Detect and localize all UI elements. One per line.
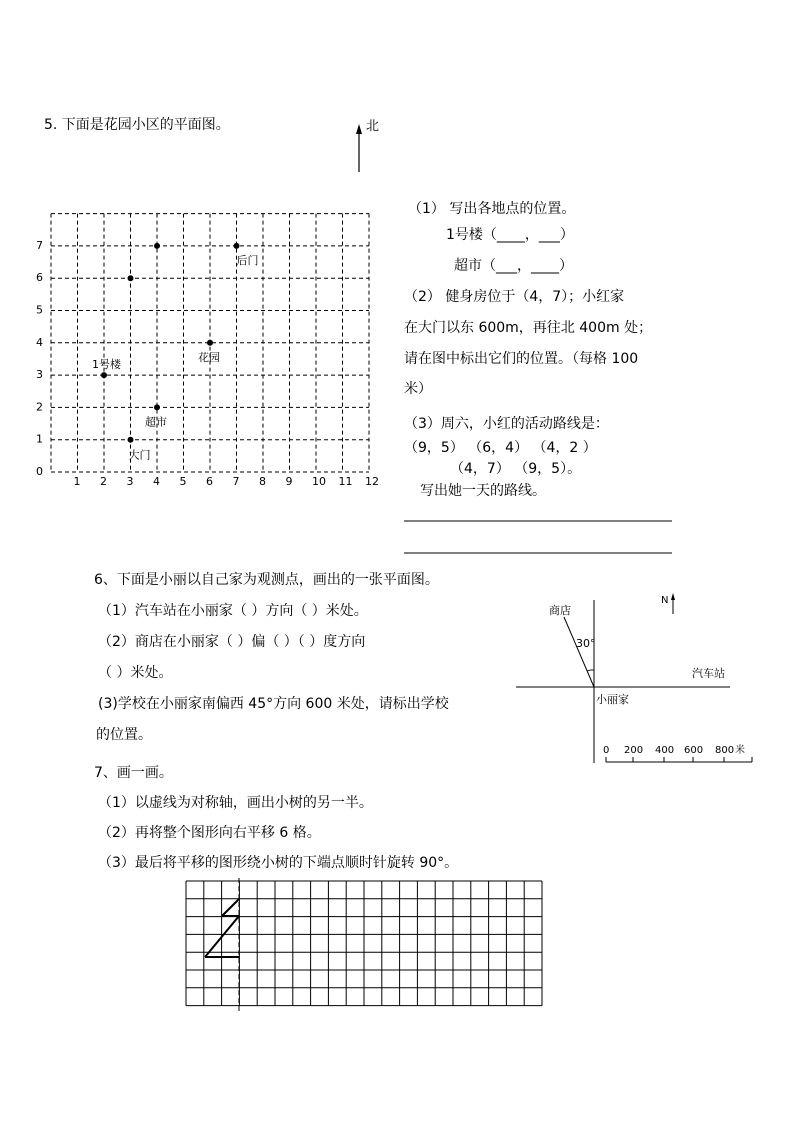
grid-point [128, 437, 134, 443]
y-tick-label: 7 [36, 238, 43, 252]
q7-s3: （3）最后将平移的图形绕小树的下端点顺时针旋转 90°。 [98, 855, 459, 871]
point-label: 大门 [128, 448, 151, 462]
angle-label: 30° [576, 637, 596, 650]
x-tick-label: 8 [259, 475, 266, 488]
y-tick-label: 3 [36, 368, 43, 382]
grid-point [154, 404, 160, 410]
q5-sub2-line1: （2） 健身房位于（4，7）；小红家 [404, 289, 625, 305]
y-tick-label: 6 [36, 271, 43, 285]
grid-point [234, 243, 240, 249]
y-tick-label: 4 [36, 335, 43, 349]
point-label: 花园 [198, 350, 220, 364]
shop-label: 商店 [549, 604, 571, 617]
q6-map [516, 593, 752, 763]
q7-s1: （1）以虚线为对称轴，画出小树的另一半。 [98, 795, 373, 811]
q7-title: 7、画一画。 [94, 765, 173, 781]
q5-sub3-line2: （9，5） （6，4） （4，2 ） [404, 440, 597, 456]
q6-s3b: 的位置。 [96, 727, 152, 743]
q6-s3a: (3)学校在小丽家南偏西 45°方向 600 米处，请标出学校 [98, 696, 449, 712]
north-arrow-icon [356, 124, 362, 172]
home-label: 小丽家 [596, 693, 629, 706]
scale-0: 0 [603, 745, 610, 756]
point-label: 超市 [145, 415, 167, 429]
q5-sub1: （1） 写出各地点的位置。 [408, 201, 576, 217]
north-label: 北 [366, 119, 380, 134]
q5-sub2-line4: 米） [404, 381, 432, 397]
map-north-label: N [661, 595, 669, 606]
grid-point [101, 372, 107, 378]
q7-s2: （2）再将整个图形向右平移 6 格。 [98, 825, 321, 841]
y-tick-label: 2 [36, 400, 43, 414]
q5-sub1-a: 1号楼（____，___） [446, 227, 574, 243]
x-tick-label: 7 [232, 475, 240, 488]
north-arrow-icon [671, 593, 675, 614]
y-tick-label: 5 [36, 303, 43, 317]
x-tick-label: 9 [285, 475, 293, 488]
q5-sub2-line2: 在大门以东 600m，再往北 400m 处； [404, 320, 653, 336]
y-tick-label: 0 [36, 465, 43, 478]
x-tick-label: 6 [206, 475, 213, 488]
q5-sub3-line1: （3）周六，小红的活动路线是： [404, 416, 609, 432]
point-label: 1号楼 [92, 358, 121, 372]
grid-point [154, 243, 160, 249]
station-label: 汽车站 [692, 667, 725, 680]
x-tick-label: 3 [126, 475, 134, 488]
q5-sub2-line3: 请在图中标出它们的位置。（每格 100 [404, 351, 639, 367]
q5-sub1-b: 超市（___，____） [454, 258, 573, 274]
q6-s2b: （ ）米处。 [98, 665, 173, 681]
q6-s1: （1）汽车站在小丽家（ ）方向（ ）米处。 [98, 603, 368, 619]
scale-unit: 米 [735, 745, 745, 756]
scale-800: 800 [715, 745, 735, 756]
grid-point [207, 340, 213, 346]
grid-points [92, 243, 259, 462]
x-tick-label: 12 [365, 475, 379, 488]
q5-sub3-line4: 写出她一天的路线。 [420, 483, 546, 499]
x-tick-label: 10 [312, 475, 326, 488]
y-tick-label: 1 [36, 432, 43, 446]
x-tick-label: 11 [338, 475, 353, 488]
q6-title: 6、下面是小丽以自己家为观测点，画出的一张平面图。 [94, 572, 439, 588]
point-label: 后门 [236, 253, 259, 267]
scale-bar [603, 743, 752, 762]
q5-sub3-line3: （4，7） （9，5）。 [450, 461, 582, 477]
grid-point [128, 275, 134, 281]
shop-direction-line [564, 617, 594, 687]
x-tick-label: 4 [153, 475, 160, 488]
x-tick-label: 2 [100, 475, 107, 488]
scale-200: 200 [624, 745, 644, 756]
q6-s2: （2）商店在小丽家（ ）偏（ ）（ ）度方向 [98, 634, 366, 650]
x-tick-label: 5 [179, 475, 187, 488]
x-tick-label: 1 [73, 475, 81, 488]
q5-title: 5. 下面是花园小区的平面图。 [44, 117, 230, 133]
scale-600: 600 [684, 745, 704, 756]
scale-400: 400 [655, 745, 675, 756]
